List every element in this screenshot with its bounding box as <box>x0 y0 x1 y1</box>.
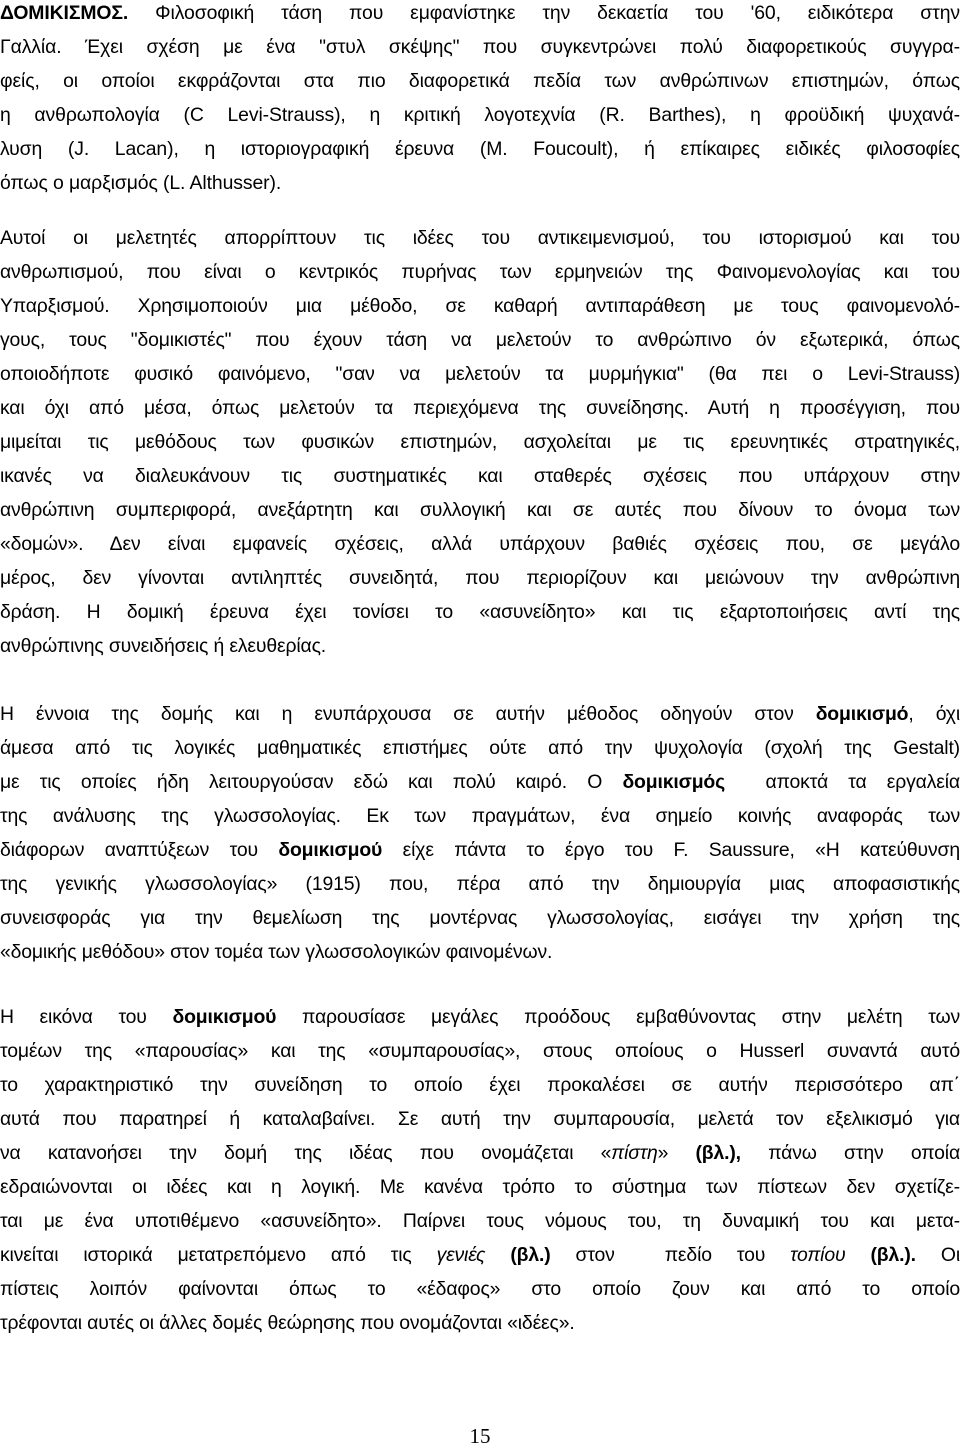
text-line: λυση (J. Lacan), η ιστοριογραφική έρευνα (M. Foucoult), ή επίκαιρες ειδικές φιλοσοφίες <box>0 138 960 160</box>
italic-term: τοπίου <box>790 1244 846 1266</box>
text-line: το χαρακτηριστικό την συνείδηση το οποίο έχει προκαλέσει σε αυτήν περισσότερο απ΄ <box>0 1074 960 1096</box>
text-line: κινείται ιστορικά μετατρεπόμενο από τις γενιές (βλ.) στον πεδίο του τοπίου (βλ.). Οι <box>0 1244 960 1266</box>
text-line: η ανθρωπολογία (C Levi-Strauss), η κριτική λογοτεχνία (R. Barthes), η φροϋδική ψυχανά- <box>0 104 960 126</box>
paragraph-structuralism-image <box>0 1000 960 1340</box>
term-heading: ΔΟΜΙΚΙΣΜΟΣ. <box>0 2 129 24</box>
text-line: της γενικής γλωσσολογίας» (1915) που, πέρα από την δημιουργία μιας αποφασιστικής <box>0 873 960 895</box>
text-line: με τις οποίες ήδη λειτουργούσαν εδώ και πολύ καιρό. Ο δομικισμός αποκτά τα εργαλεία <box>0 771 960 793</box>
cross-reference: (βλ.). <box>870 1244 916 1266</box>
bold-term: δομικισμού <box>172 1006 277 1028</box>
text-line: οποιοδήποτε φυσικό φαινόμενο, "σαν να μελετούν τα μυρμήγκια" (θα πει ο Levi-Strauss) <box>0 363 960 385</box>
paragraph-structuralists <box>0 221 960 663</box>
text-line: ικανές να διαλευκάνουν τις συστηματικές και σταθερές σχέσεις που υπάρχουν στην <box>0 465 960 487</box>
text-line: Η εικόνα του δομικισμού παρουσίασε μεγάλες προόδους εμβαθύνοντας στην μελέτη των <box>0 1006 960 1028</box>
page-number: 15 <box>469 1424 491 1448</box>
text-line: Η έννοια της δομής και η ενυπάρχουσα σε αυτήν μέθοδος οδηγούν στον δομικισμό, όχι <box>0 703 960 725</box>
text-line: πίστεις λοιπόν φαίνονται όπως το «έδαφος» στο οποίο ζουν και από το οποίο <box>0 1278 960 1300</box>
text-line: φείς, οι οποίοι εκφράζονται στα πιο διαφορετικά πεδία των ανθρώπινων επιστημών, όπως <box>0 70 960 92</box>
text-line: μέρος, δεν γίνονται αντιληπτές συνειδητά, που περιορίζουν και μειώνουν την ανθρώπινη <box>0 567 960 589</box>
text-line: όπως ο μαρξισμός (L. Althusser). <box>0 172 282 194</box>
text-line: ΔΟΜΙΚΙΣΜΟΣ. Φιλοσοφική τάση που εμφανίστηκε την δεκαετία του '60, ειδικότερα στην <box>0 2 960 24</box>
text-line: γους, τους "δομικιστές" που έχουν τάση να μελετούν το ανθρώπινο όν εξωτερικά, όπως <box>0 329 960 351</box>
text-line: «δομών». Δεν είναι εμφανείς σχέσεις, αλλά υπάρχουν βαθιές σχέσεις που, σε μεγάλο <box>0 533 960 555</box>
paragraph-definition <box>0 0 960 200</box>
text-line: ανθρώπινης συνειδήσεις ή ελευθερίας. <box>0 635 327 657</box>
text-line: μιμείται τις μεθόδους των φυσικών επιστημών, ασχολείται με τις ερευνητικές στρατηγικές, <box>0 431 960 453</box>
text-line: Υπαρξισμού. Χρησιμοποιούν μια μέθοδο, σε καθαρή αντιπαράθεση με τους φαινομενολό- <box>0 295 960 317</box>
text-line: συνεισφοράς για την θεμελίωση της μοντέρνας γλωσσολογίας, εισάγει την χρήση της <box>0 907 960 929</box>
text-line: Γαλλία. Έχει σχέση με ένα "στυλ σκέψης" που συγκεντρώνει πολύ διαφορετικούς συγγρα- <box>0 36 960 58</box>
bold-term: δομικισμός <box>622 771 726 793</box>
cross-reference: (βλ.) <box>510 1244 551 1266</box>
text-line: ται με ένα υποτιθέμενο «ασυνείδητο». Παίρνει τους νόμους του, τη δυναμική του και μετα- <box>0 1210 960 1232</box>
text-line: ανθρώπινη συμπεριφορά, ανεξάρτητη και συλλογική και σε αυτές που δίνουν το όνομα των <box>0 499 960 521</box>
text-line: τρέφονται αυτές οι άλλες δομές θεώρησης που ονομάζονται «ιδέες». <box>0 1312 575 1334</box>
text-line: αυτά που παρατηρεί ή καταλαβαίνει. Σε αυτή την συμπαρουσία, μελετά τον εξελικισμό για <box>0 1108 960 1130</box>
text-line: τομέων της «παρουσίας» και της «συμπαρουσίας», στους οποίους ο Husserl συναντά αυτό <box>0 1040 960 1062</box>
bold-term: δομικισμού <box>278 839 383 861</box>
italic-term: γενιές <box>436 1244 486 1266</box>
text-line: να κατανοήσει την δομή της ιδέας που ονομάζεται «πίστη» (βλ.), πάνω στην οποία <box>0 1142 960 1164</box>
text-line: ανθρωπισμού, που είναι ο κεντρικός πυρήνας των ερμηνειών της Φαινομενολογίας και του <box>0 261 960 283</box>
text-line: εδραιώνονται οι ιδέες και η λογική. Με κανένα τρόπο το σύστημα των πίστεων δεν σχετίζε- <box>0 1176 960 1198</box>
paragraph-structure-concept <box>0 697 960 969</box>
cross-reference: (βλ.), <box>695 1142 741 1164</box>
text-line: Αυτοί οι μελετητές απορρίπτουν τις ιδέες του αντικειμενισμού, του ιστορισμού και του <box>0 227 960 249</box>
italic-term: πίστη <box>611 1142 658 1164</box>
text-line: και όχι από μέσα, όπως μελετούν τα περιεχόμενα της συνείδησης. Αυτή η προσέγγιση, που <box>0 397 960 419</box>
text-line: διάφορων αναπτύξεων του δομικισμού είχε πάντα το έργο του F. Saussure, «Η κατεύθυνση <box>0 839 960 861</box>
text-line: άμεσα από τις λογικές μαθηματικές επιστήμες ούτε από την ψυχολογία (σχολή της Gestalt) <box>0 737 960 759</box>
text-line: «δομικής μεθόδου» στον τομέα των γλωσσολογικών φαινομένων. <box>0 941 553 963</box>
text-line: δράση. Η δομική έρευνα έχει τονίσει το «ασυνείδητο» και τις εξαρτοποιήσεις αντί της <box>0 601 960 623</box>
text-line: της ανάλυσης της γλωσσολογίας. Εκ των πραγμάτων, ένα σημείο κοινής αναφοράς των <box>0 805 960 827</box>
bold-term: δομικισμό <box>815 703 909 725</box>
